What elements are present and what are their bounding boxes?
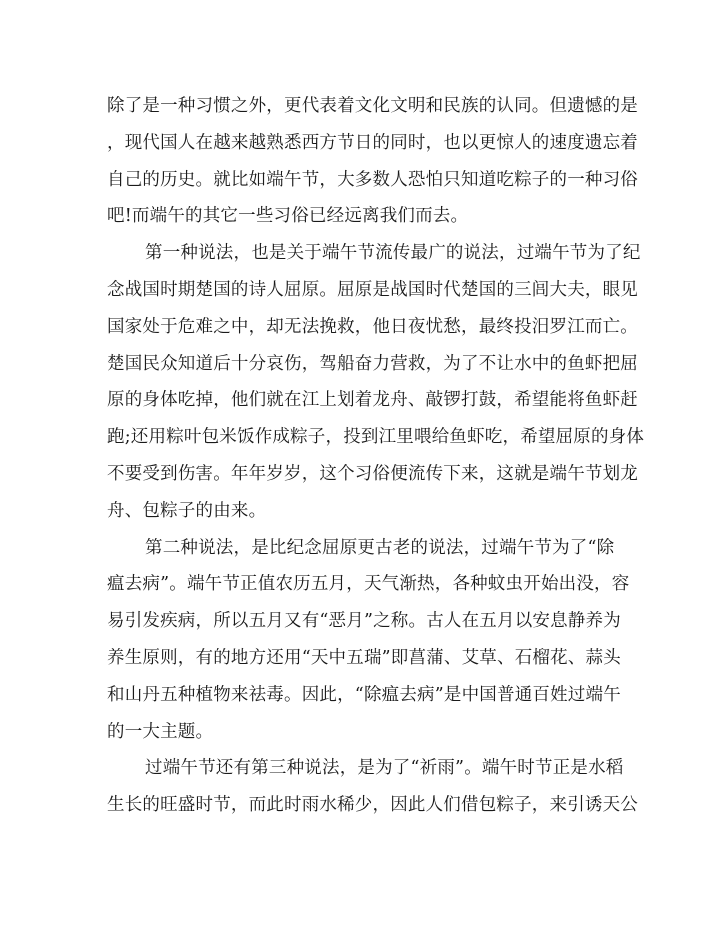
text-line: 原的身体吃掉，他们就在江上划着龙舟、敲锣打鼓，希望能将鱼虾赶	[107, 390, 638, 411]
body-text	[107, 88, 645, 824]
text-line: 吧!而端午的其它一些习俗已经远离我们而去。	[107, 206, 469, 227]
text-line: 舟、包粽子的由来。	[107, 500, 267, 521]
text-line: 国家处于危难之中，却无法挽救，他日夜忧愁，最终投汨罗江而亡。	[107, 316, 638, 337]
text-line: 除了是一种习惯之外，更代表着文化文明和民族的认同。但遗憾的是	[107, 96, 638, 116]
text-line: 和山丹五种植物来祛毒。因此，“除瘟去病”是中国普通百姓过端午	[107, 684, 621, 705]
text-line: 的一大主题。	[107, 721, 214, 742]
text-line: 不要受到伤害。年年岁岁，这个习俗便流传下来，这就是端午节划龙	[107, 463, 638, 484]
text-line: ，现代国人在越来越熟悉西方节日的同时，也以更惊人的速度遗忘着	[107, 132, 638, 153]
paragraph-first-line: 过端午节还有第三种说法，是为了“祈雨”。端午时节正是水稻	[145, 758, 624, 779]
paragraph-first-line: 第二种说法，是比纪念屈原更古老的说法，过端午节为了“除	[145, 537, 615, 558]
paragraph-first-line: 第一种说法，也是关于端午节流传最广的说法，过端午节为了纪	[145, 243, 641, 264]
text-line: 念战国时期楚国的诗人屈原。屈原是战国时代楚国的三闾大夫，眼见	[107, 279, 638, 300]
text-line: 楚国民众知道后十分哀伤，驾船奋力营救，为了不让水中的鱼虾把屈	[107, 353, 638, 374]
text-line: 跑;还用粽叶包米饭作成粽子，投到江里喂给鱼虾吃，希望屈原的身体	[107, 427, 645, 448]
text-line: 养生原则，有的地方还用“天中五瑞”即菖蒲、艾草、石榴花、蒜头	[107, 647, 621, 668]
text-line: 易引发疾病，所以五月又有“恶月”之称。古人在五月以安息静养为	[107, 611, 621, 632]
text-line: 生长的旺盛时节，而此时雨水稀少，因此人们借包粽子，来引诱天公	[107, 795, 638, 816]
text-line: 自己的历史。就比如端午节，大多数人恐怕只知道吃粽子的一种习俗	[107, 169, 638, 190]
text-line: 瘟去病”。端午节正值农历五月，天气渐热，各种蚊虫开始出没，容	[107, 574, 630, 595]
